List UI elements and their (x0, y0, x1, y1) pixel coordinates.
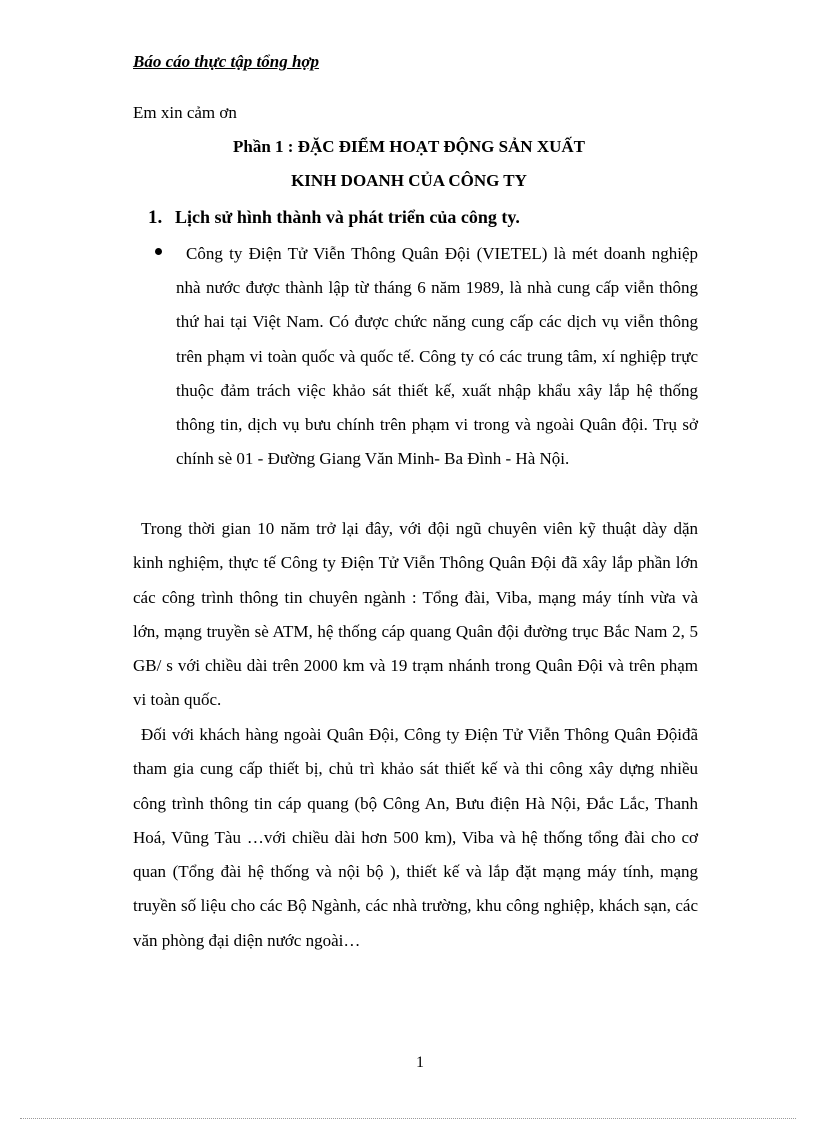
page-bottom-divider (20, 1118, 796, 1119)
body-paragraph-2: Đối với khách hàng ngoài Quân Đội, Công ty Điện Tử Viễn Thông Quân Độiđã tham gia cung cấp thiết bị, chủ trì khảo sát thiết kế và thi công xây dựng nhiều công trình thông tin cáp quang (bộ Công An, Bưu điện Hà Nội, Đắc Lắc, Thanh Hoá, Vũng Tàu …với chiều dài hơn 500 km), Viba và hệ thống tổng đài cho cơ quan (Tổng đài hệ thống và nội bộ ), thiết kế và lắp đặt mạng máy tính, mạng truyền số liệu cho các Bộ Ngành, các nhà trường, khu công nghiệp, khách sạn, các văn phòng đại diện nước ngoài… (133, 725, 698, 950)
greeting-text: Em xin cảm ơn (133, 103, 237, 122)
report-header: Báo cáo thực tập tổng hợp (133, 52, 320, 71)
section-heading-text: Lịch sử hình thành và phát triển của công ty. (175, 207, 520, 227)
body-paragraph-1: Trong thời gian 10 năm trở lại đây, với đội ngũ chuyên viên kỹ thuật dày dặn kinh nghiệm, thực tế Công ty Điện Tử Viễn Thông Quân Đội đã xây lắp phần lớn các công trình thông tin chuyên ngành : Tổng đài, Viba, mạng máy tính vừa và lớn, mạng truyền sè ATM, hệ thống cáp quang Quân đội đường trục Bắc Nam 2, 5 GB/ s với chiều dài trên 2000 km và 19 trạm nhánh trong Quân Đội và trên phạm vi toàn quốc. (133, 519, 698, 710)
section-number: 1. (148, 207, 163, 228)
page-number: 1 (416, 1054, 424, 1071)
chapter-title-line-1: Phần 1 : ĐẶC ĐIỂM HOẠT ĐỘNG SẢN XUẤT (233, 137, 585, 156)
bullet-icon (155, 248, 162, 255)
chapter-title-line-2: KINH DOANH CỦA CÔNG TY (291, 171, 527, 190)
section-heading (148, 207, 520, 229)
bullet-paragraph: Công ty Điện Tử Viễn Thông Quân Đội (VIETEL) là mét doanh nghiệp nhà nước được thành lập từ tháng 6 năm 1989, là nhà cung cấp viễn thông thứ hai tại Việt Nam. Có được chức năng cung cấp các dịch vụ viễn thông trên phạm vi toàn quốc và quốc tế. Công ty có các trung tâm, xí nghiệp trực thuộc đảm trách việc khảo sát thiết kế, xuất nhập khẩu xây lắp hệ thống thông tin, dịch vụ bưu chính trên phạm vi trong và ngoài Quân đội. Trụ sở chính sè 01 - Đường Giang Văn Minh- Ba Đình - Hà Nội. (176, 244, 698, 469)
